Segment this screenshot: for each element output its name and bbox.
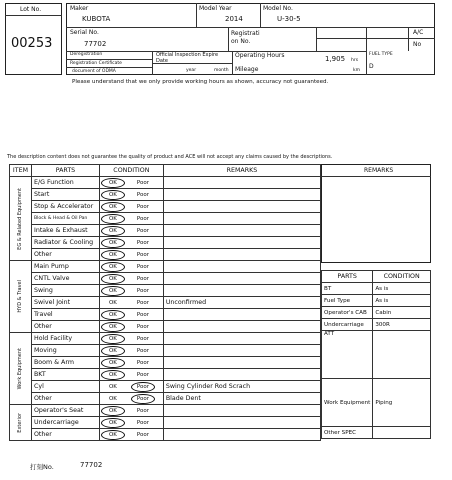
condition-ok: OK xyxy=(101,214,125,224)
condition-ok: OK xyxy=(101,430,125,440)
condition-ok: OK xyxy=(101,178,125,188)
condition-poor: Poor xyxy=(131,382,155,392)
header-remarks: REMARKS xyxy=(163,165,320,177)
condition-cell xyxy=(99,177,163,189)
spec-condition: 300R xyxy=(373,319,431,331)
remark-cell xyxy=(163,237,320,249)
condition-cell xyxy=(99,405,163,417)
registration-label: Registrati on No. xyxy=(231,30,260,45)
stamp-no-value: 77702 xyxy=(80,461,103,469)
remark-cell xyxy=(163,261,320,273)
spec-row xyxy=(322,307,431,319)
condition-ok: OK xyxy=(101,286,125,296)
remark-cell xyxy=(163,369,320,381)
doc-label: document of ODMA xyxy=(72,69,116,74)
part-name: Block & Head & Oil Pan xyxy=(31,213,99,225)
part-name: Main Pump xyxy=(31,261,99,273)
spec-part: Other SPEC xyxy=(322,427,373,439)
condition-poor: Poor xyxy=(136,371,149,378)
spec-part: Work Equipment xyxy=(322,379,373,427)
hrs-unit: hrs xyxy=(351,58,359,63)
part-name: Start xyxy=(31,189,99,201)
condition-ok: OK xyxy=(101,346,125,356)
mileage-label: Mileage xyxy=(235,66,259,73)
table-row xyxy=(10,213,321,225)
condition-cell xyxy=(99,189,163,201)
condition-poor: Poor xyxy=(136,191,149,198)
spec-header-condition: CONDITION xyxy=(373,271,431,283)
official-inspection-label: Official Inspection Expire Date xyxy=(156,52,219,64)
table-row xyxy=(10,177,321,189)
group-label: EG & Related Equipment xyxy=(17,187,24,250)
fuel-type-label: FUEL TYPE xyxy=(369,52,393,57)
condition-cell xyxy=(99,429,163,441)
remark-cell xyxy=(163,177,320,189)
km-unit: km xyxy=(353,68,360,73)
reg-cert-label: Registration Certificate xyxy=(70,61,122,66)
condition-ok: OK xyxy=(101,370,125,380)
condition-ok: OK xyxy=(108,383,117,390)
part-name: Moving xyxy=(31,345,99,357)
condition-ok: OK xyxy=(101,322,125,332)
condition-poor: Poor xyxy=(136,407,149,414)
condition-poor: Poor xyxy=(136,359,149,366)
condition-poor: Poor xyxy=(136,347,149,354)
remarks-box xyxy=(321,164,431,263)
table-row xyxy=(10,405,321,417)
table-row xyxy=(10,345,321,357)
header-condition: CONDITION xyxy=(99,165,163,177)
table-row xyxy=(10,237,321,249)
table-row xyxy=(10,297,321,309)
condition-cell xyxy=(99,321,163,333)
table-row xyxy=(10,201,321,213)
group-label-cell xyxy=(10,177,32,261)
remark-cell xyxy=(163,309,320,321)
table-row xyxy=(10,285,321,297)
remark-cell xyxy=(163,273,320,285)
model-no-value: U-30-5 xyxy=(277,15,301,23)
condition-cell xyxy=(99,333,163,345)
part-name: Radiator & Cooling xyxy=(31,237,99,249)
spec-part: Fuel Type xyxy=(322,295,373,307)
serial-value: 77702 xyxy=(84,40,107,48)
table-row xyxy=(10,381,321,393)
condition-poor: Poor xyxy=(136,251,149,258)
month-label: month xyxy=(214,68,229,73)
spec-row xyxy=(322,427,431,439)
part-name: Operator's Seat xyxy=(31,405,99,417)
serial-label: Serial No. xyxy=(70,29,99,36)
remark-cell: Swing Cylinder Rod Scrach xyxy=(163,381,320,393)
condition-ok: OK xyxy=(101,238,125,248)
condition-ok: OK xyxy=(101,418,125,428)
hours-notice: Please understand that we only provide working hours as shown, accuracy not guaranteed. xyxy=(72,79,329,85)
condition-poor: Poor xyxy=(136,227,149,234)
spec-condition xyxy=(373,427,431,439)
table-row xyxy=(10,249,321,261)
header-parts: PARTS xyxy=(31,165,99,177)
model-year-label: Model Year xyxy=(199,5,232,12)
table-row xyxy=(10,417,321,429)
condition-poor: Poor xyxy=(136,179,149,186)
part-name: Swing xyxy=(31,285,99,297)
part-name: Hold Facility xyxy=(31,333,99,345)
table-row xyxy=(10,321,321,333)
remark-cell xyxy=(163,405,320,417)
condition-poor: Poor xyxy=(136,287,149,294)
spec-condition: Cabin xyxy=(373,307,431,319)
condition-ok: OK xyxy=(108,300,117,306)
part-name: CNTL Valve xyxy=(31,273,99,285)
condition-cell xyxy=(99,381,163,393)
maker-label: Maker xyxy=(70,5,89,12)
spec-part: ATT xyxy=(322,331,373,379)
group-label-cell xyxy=(10,261,32,333)
stamp-no-label: 打刻No. xyxy=(30,463,54,471)
table-row xyxy=(10,429,321,441)
remark-cell xyxy=(163,333,320,345)
table-row xyxy=(10,273,321,285)
condition-cell xyxy=(99,393,163,405)
year-label: year xyxy=(186,68,197,73)
condition-poor: Poor xyxy=(136,275,149,282)
ac-label: A/C xyxy=(413,29,424,36)
condition-cell xyxy=(99,417,163,429)
condition-cell xyxy=(99,369,163,381)
group-label-cell xyxy=(10,405,32,441)
condition-poor: Poor xyxy=(136,300,149,306)
condition-ok: OK xyxy=(101,202,125,212)
part-name: Cyl xyxy=(31,381,99,393)
group-label: HYD & Travel xyxy=(17,280,24,313)
spec-part: Undercarriage xyxy=(322,319,373,331)
part-name: Swivel Joint xyxy=(31,297,99,309)
remark-cell xyxy=(163,417,320,429)
condition-cell xyxy=(99,273,163,285)
remark-cell: Blade Dent xyxy=(163,393,320,405)
part-name: Other xyxy=(31,321,99,333)
condition-cell xyxy=(99,261,163,273)
remark-cell xyxy=(163,357,320,369)
part-name: Undercarriage xyxy=(31,417,99,429)
condition-poor: Poor xyxy=(136,431,149,438)
part-name: Stop & Accelerator xyxy=(31,201,99,213)
maker-value: KUBOTA xyxy=(82,15,111,23)
spec-condition xyxy=(373,331,431,379)
condition-poor: Poor xyxy=(136,419,149,426)
condition-poor: Poor xyxy=(136,239,149,246)
remarks2-header: REMARKS xyxy=(364,167,394,174)
part-name: Other xyxy=(31,429,99,441)
header-item: ITEM xyxy=(10,165,32,177)
condition-poor: Poor xyxy=(136,323,149,330)
part-name: Boom & Arm xyxy=(31,357,99,369)
condition-poor: Poor xyxy=(136,215,149,222)
condition-ok: OK xyxy=(101,406,125,416)
remark-cell xyxy=(163,345,320,357)
remark-cell xyxy=(163,213,320,225)
spec-condition: As is xyxy=(373,283,431,295)
remark-cell xyxy=(163,429,320,441)
condition-poor: Poor xyxy=(136,263,149,270)
table-row xyxy=(10,393,321,405)
condition-ok: OK xyxy=(101,358,125,368)
hours-label: Operating Hours xyxy=(235,52,285,59)
table-row xyxy=(10,333,321,345)
remark-cell xyxy=(163,225,320,237)
part-name: Travel xyxy=(31,309,99,321)
model-year-value: 2014 xyxy=(225,15,243,23)
group-label: Work Equipment xyxy=(17,347,24,390)
condition-ok: OK xyxy=(101,226,125,236)
disclaimer: The description content does not guarantee the quality of product and ACE will not accept any claims caused by the descriptions. xyxy=(7,154,333,160)
table-row xyxy=(10,225,321,237)
condition-ok: OK xyxy=(101,262,125,272)
ac-value: No xyxy=(413,41,422,48)
deregistration-label: Deregistration xyxy=(70,52,103,57)
remark-cell xyxy=(163,285,320,297)
condition-poor: Poor xyxy=(136,311,149,318)
condition-cell xyxy=(99,357,163,369)
table-row xyxy=(10,357,321,369)
condition-cell xyxy=(99,225,163,237)
table-row xyxy=(10,369,321,381)
condition-ok: OK xyxy=(108,395,117,402)
condition-poor: Poor xyxy=(136,203,149,210)
part-name: Intake & Exhaust xyxy=(31,225,99,237)
table-row xyxy=(10,309,321,321)
spec-header-parts: PARTS xyxy=(322,271,373,283)
condition-ok: OK xyxy=(101,190,125,200)
remark-cell xyxy=(163,321,320,333)
condition-cell xyxy=(99,309,163,321)
condition-cell xyxy=(99,285,163,297)
part-name: Other xyxy=(31,393,99,405)
condition-ok: OK xyxy=(101,250,125,260)
lot-label: Lot No. xyxy=(20,6,42,13)
model-no-label: Model No. xyxy=(263,5,293,12)
condition-poor: Poor xyxy=(131,394,155,404)
condition-cell xyxy=(99,297,163,309)
group-label-cell xyxy=(10,333,32,405)
spec-row xyxy=(322,319,431,331)
spec-part: Operator's CAB xyxy=(322,307,373,319)
condition-cell xyxy=(99,237,163,249)
group-label: Exterior xyxy=(17,412,24,433)
remark-cell xyxy=(163,249,320,261)
condition-ok: OK xyxy=(101,334,125,344)
table-row xyxy=(10,189,321,201)
condition-cell xyxy=(99,213,163,225)
remark-cell xyxy=(163,201,320,213)
fuel-type-value: D xyxy=(369,63,374,70)
condition-ok: OK xyxy=(101,310,125,320)
remark-cell xyxy=(163,189,320,201)
table-row xyxy=(10,261,321,273)
spec-part: BT xyxy=(322,283,373,295)
part-name: Other xyxy=(31,249,99,261)
condition-cell xyxy=(99,201,163,213)
condition-ok: OK xyxy=(101,274,125,284)
spec-row xyxy=(322,379,431,427)
part-name: BKT xyxy=(31,369,99,381)
remark-cell: Unconfirmed xyxy=(163,297,320,309)
spec-row xyxy=(322,295,431,307)
spec-row xyxy=(322,331,431,379)
spec-condition: Piping xyxy=(373,379,431,427)
hours-value: 1,905 xyxy=(325,55,346,63)
part-name: E/G Function xyxy=(31,177,99,189)
spec-row xyxy=(322,283,431,295)
condition-poor: Poor xyxy=(136,335,149,342)
condition-cell xyxy=(99,249,163,261)
spec-condition: As is xyxy=(373,295,431,307)
lot-number: 00253 xyxy=(11,36,53,51)
condition-cell xyxy=(99,345,163,357)
